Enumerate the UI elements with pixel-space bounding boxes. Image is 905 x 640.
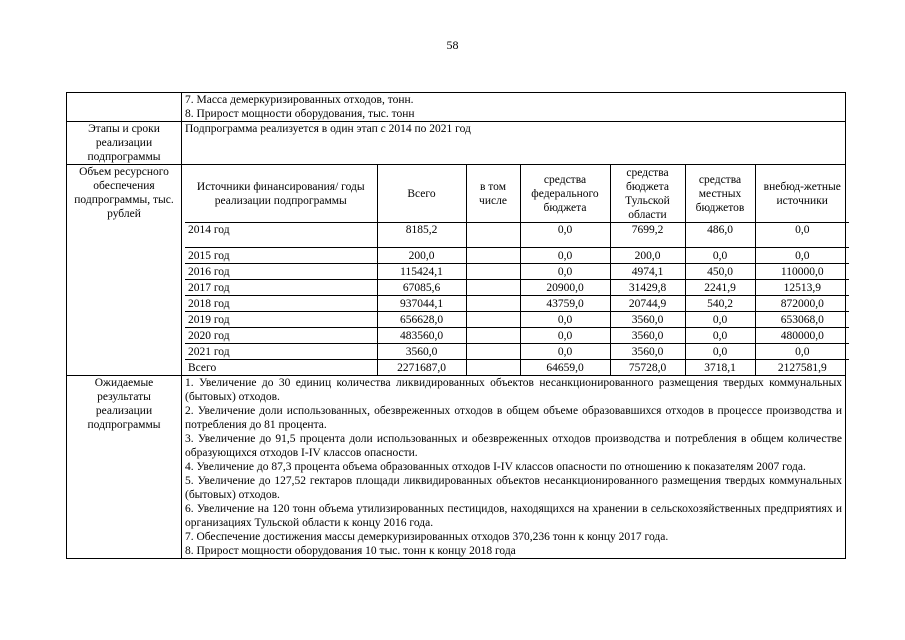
- cell-federal: 20900,0: [520, 280, 610, 296]
- result-item: 7. Обеспечение достижения массы демеркуризированных отходов 370,236 тонн к концу 2017 года.: [185, 531, 669, 543]
- cell-incl: [466, 328, 520, 344]
- results-row: [67, 376, 846, 559]
- cell-regional: 3560,0: [610, 328, 685, 344]
- cell-incl: [466, 360, 520, 376]
- table-row: [185, 328, 849, 344]
- funding-label: Объем ресурсного обеспечения подпрограммы, тыс. рублей: [67, 165, 182, 376]
- result-item: 3. Увеличение до 91,5 процента доли использованных и обезвреженных отходов производства и потребления в общем количестве образующихся отходов I-IV классов опасности.: [185, 433, 842, 459]
- table-row: [185, 223, 849, 248]
- cell-federal: 0,0: [520, 264, 610, 280]
- stages-row: [67, 122, 846, 165]
- cell-year: 2015 год: [185, 248, 377, 264]
- passport-table: [66, 92, 846, 559]
- totals-row: [185, 360, 849, 376]
- table-row: [185, 248, 849, 264]
- cell-local: 0,0: [685, 248, 755, 264]
- table-row: [185, 264, 849, 280]
- header-sources: Источники финансирования/ годы реализации подпрограммы: [185, 165, 377, 223]
- cell-total: 8185,2: [377, 223, 466, 248]
- top-items-row: [67, 93, 846, 122]
- funding-header-row: [185, 165, 849, 223]
- cell-total: 937044,1: [377, 296, 466, 312]
- stages-value: Подпрограмма реализуется в один этап с 2014 по 2021 год: [182, 122, 846, 165]
- cell-total: 656628,0: [377, 312, 466, 328]
- header-total: Всего: [377, 165, 466, 223]
- cell-federal: 43759,0: [520, 296, 610, 312]
- cell-local: 0,0: [685, 328, 755, 344]
- cell-incl: [466, 280, 520, 296]
- cell-extra: 110000,0: [755, 264, 849, 280]
- cell-extra: 872000,0: [755, 296, 849, 312]
- cell-year: 2016 год: [185, 264, 377, 280]
- header-extra: внебюд-жетные источники: [755, 165, 849, 223]
- cell-year: 2020 год: [185, 328, 377, 344]
- cell-local: 540,2: [685, 296, 755, 312]
- cell-incl: [466, 264, 520, 280]
- empty-label-cell: [67, 93, 182, 122]
- cell-extra: 2127581,9: [755, 360, 849, 376]
- cell-total: 67085,6: [377, 280, 466, 296]
- cell-regional: 31429,8: [610, 280, 685, 296]
- cell-federal: 64659,0: [520, 360, 610, 376]
- result-item: 5. Увеличение до 127,52 гектаров площади ликвидированных объектов несанкционированного размещения твердых коммунальных (бытовых) отходов.: [185, 475, 842, 501]
- cell-incl: [466, 296, 520, 312]
- cell-regional: 3560,0: [610, 312, 685, 328]
- cell-local: 0,0: [685, 312, 755, 328]
- cell-regional: 75728,0: [610, 360, 685, 376]
- cell-local: 2241,9: [685, 280, 755, 296]
- cell-extra: 0,0: [755, 248, 849, 264]
- cell-local: 0,0: [685, 344, 755, 360]
- cell-year: 2017 год: [185, 280, 377, 296]
- cell-extra: 653068,0: [755, 312, 849, 328]
- result-item: 6. Увеличение на 120 тонн объема утилизированных пестицидов, находящихся на хранении в сельскохозяйственных предприятиях и организациях Тульской области к концу 2016 года.: [185, 503, 842, 529]
- header-federal: средства федерального бюджета: [520, 165, 610, 223]
- cell-local: 450,0: [685, 264, 755, 280]
- cell-regional: 200,0: [610, 248, 685, 264]
- header-local: средства местных бюджетов: [685, 165, 755, 223]
- cell-extra: 12513,9: [755, 280, 849, 296]
- cell-total: 3560,0: [377, 344, 466, 360]
- cell-incl: [466, 344, 520, 360]
- cell-federal: 0,0: [520, 344, 610, 360]
- cell-local: 3718,1: [685, 360, 755, 376]
- cell-local: 486,0: [685, 223, 755, 248]
- cell-extra: 0,0: [755, 223, 849, 248]
- funding-cell: [182, 165, 846, 376]
- cell-regional: 20744,9: [610, 296, 685, 312]
- result-item: 1. Увеличение до 30 единиц количества ликвидированных объектов несанкционированного размещения твердых коммунальных (бытовых) отходов.: [185, 377, 842, 403]
- cell-regional: 4974,1: [610, 264, 685, 280]
- cell-incl: [466, 312, 520, 328]
- cell-year: 2021 год: [185, 344, 377, 360]
- cell-federal: 0,0: [520, 248, 610, 264]
- results-label: Ожидаемые результаты реализации подпрограммы: [67, 376, 182, 559]
- table-row: [185, 280, 849, 296]
- stages-label: Этапы и сроки реализации подпрограммы: [67, 122, 182, 165]
- results-cell: [182, 376, 846, 559]
- cell-total: 200,0: [377, 248, 466, 264]
- cell-year: 2019 год: [185, 312, 377, 328]
- cell-federal: 0,0: [520, 312, 610, 328]
- cell-year: 2014 год: [185, 223, 377, 248]
- top-item: 8. Прирост мощности оборудования, тыс. тонн: [185, 108, 415, 120]
- cell-total: 483560,0: [377, 328, 466, 344]
- cell-incl: [466, 248, 520, 264]
- cell-federal: 0,0: [520, 223, 610, 248]
- cell-extra: 480000,0: [755, 328, 849, 344]
- table-row: [185, 296, 849, 312]
- cell-year: 2018 год: [185, 296, 377, 312]
- header-regional: средства бюджета Тульской области: [610, 165, 685, 223]
- result-item: 2. Увеличение доли использованных, обезвреженных отходов в общем объеме образовавшихся отходов в процессе производства и потребления до 81 процента.: [185, 405, 842, 431]
- funding-row: [67, 165, 846, 376]
- top-item: 7. Масса демеркуризированных отходов, тонн.: [185, 94, 414, 106]
- table-row: [185, 344, 849, 360]
- top-items-cell: [182, 93, 846, 122]
- cell-regional: 3560,0: [610, 344, 685, 360]
- result-item: 8. Прирост мощности оборудования 10 тыс. тонн к концу 2018 года: [185, 545, 516, 557]
- cell-total: 115424,1: [377, 264, 466, 280]
- cell-extra: 0,0: [755, 344, 849, 360]
- cell-year: Всего: [185, 360, 377, 376]
- cell-regional: 7699,2: [610, 223, 685, 248]
- cell-total: 2271687,0: [377, 360, 466, 376]
- table-row: [185, 312, 849, 328]
- cell-federal: 0,0: [520, 328, 610, 344]
- funding-table: [185, 165, 849, 375]
- page-number: 58: [446, 38, 459, 52]
- header-incl: в том числе: [466, 165, 520, 223]
- result-item: 4. Увеличение до 87,3 процента объема образованных отходов I-IV классов опасности по отношению к показателям 2007 года.: [185, 461, 806, 473]
- cell-incl: [466, 223, 520, 248]
